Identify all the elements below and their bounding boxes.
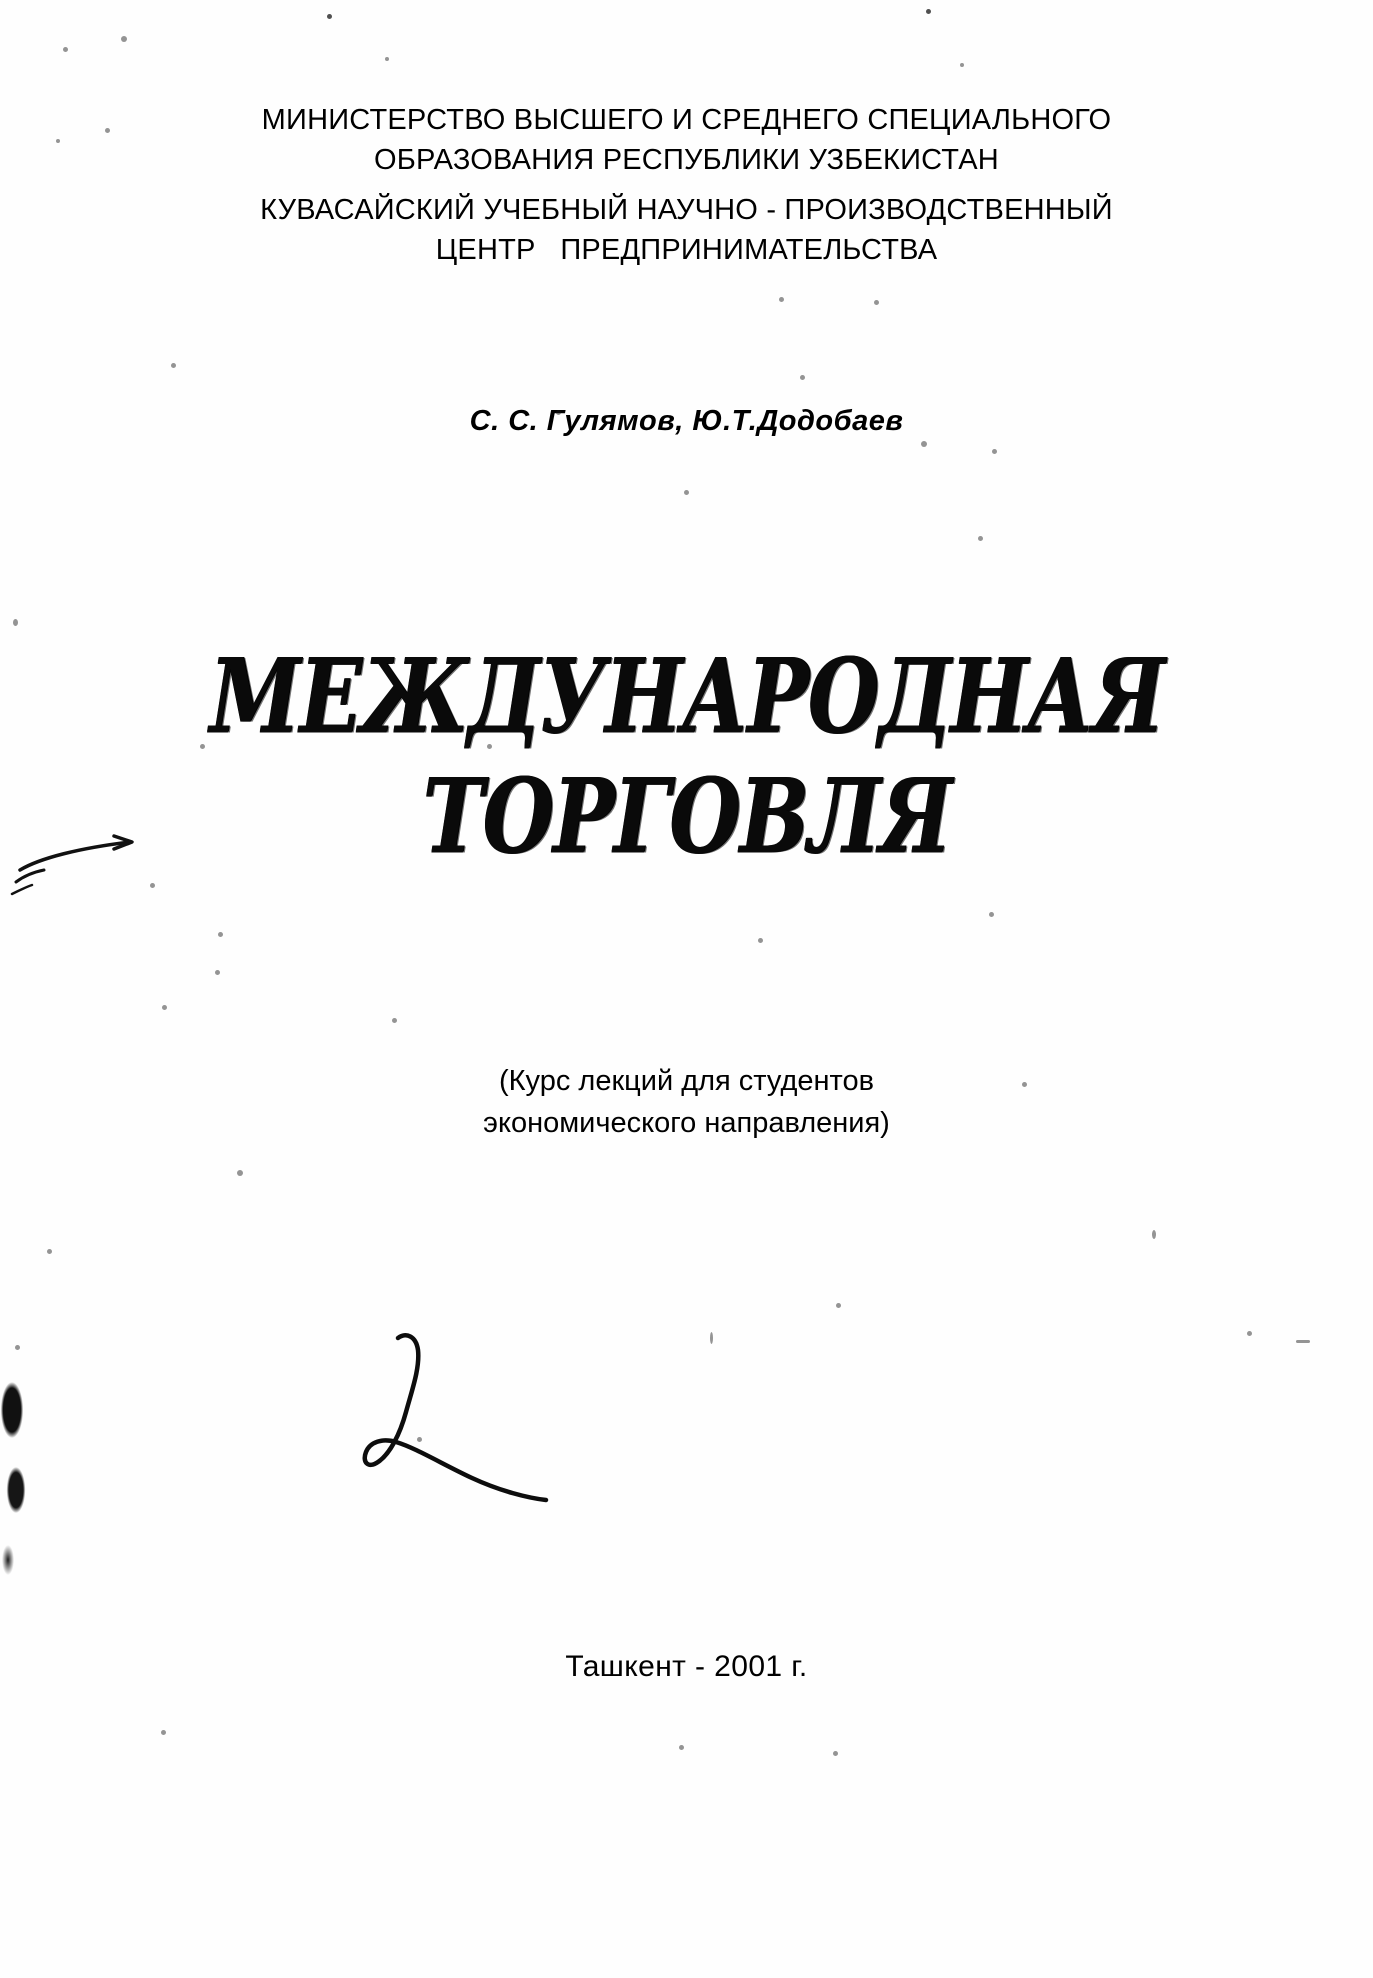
subtitle-line-2: экономического направления) bbox=[483, 1107, 890, 1139]
scan-speckle bbox=[150, 883, 155, 888]
scan-speckle bbox=[989, 912, 994, 917]
scan-speckle bbox=[392, 1018, 397, 1023]
subtitle bbox=[0, 1060, 1373, 1144]
scan-speckle bbox=[1152, 1230, 1156, 1239]
scan-speckle bbox=[327, 14, 332, 19]
scan-speckle bbox=[161, 1730, 166, 1735]
center-line-2: ЦЕНТР ПРЕДПРИНИМАТЕЛЬСТВА bbox=[435, 234, 938, 266]
scan-speckle bbox=[992, 449, 997, 454]
scan-speckle bbox=[15, 1345, 20, 1350]
scan-speckle bbox=[960, 63, 964, 67]
scan-speckle bbox=[926, 9, 931, 14]
scan-speckle bbox=[63, 47, 68, 52]
scan-speckle bbox=[1247, 1331, 1252, 1336]
scan-speckle bbox=[1296, 1340, 1310, 1343]
scan-speckle bbox=[171, 363, 176, 368]
scan-stray-mark bbox=[10, 830, 140, 900]
scan-speckle bbox=[800, 375, 805, 380]
scan-speckle bbox=[1022, 1082, 1027, 1087]
scan-speckle bbox=[417, 1437, 422, 1442]
scan-speckle bbox=[679, 1745, 684, 1750]
subtitle-line-1: (Курс лекций для студентов bbox=[498, 1065, 875, 1097]
title-line-1: МЕЖДУНАРОДНАЯ bbox=[209, 636, 1164, 757]
center-heading bbox=[0, 190, 1373, 270]
scan-speckle bbox=[200, 744, 205, 749]
scan-speckle bbox=[556, 410, 561, 415]
scan-speckle bbox=[684, 490, 689, 495]
scan-speckle bbox=[237, 1170, 243, 1176]
scan-speckle bbox=[921, 441, 927, 447]
scan-edge-smudge bbox=[0, 1370, 34, 1620]
authors: С. С. Гулямов, Ю.Т.Додобаев bbox=[469, 405, 904, 437]
scan-speckle bbox=[854, 658, 859, 663]
scan-speckle bbox=[215, 970, 220, 975]
scan-speckle bbox=[833, 1751, 838, 1756]
scan-speckle bbox=[162, 1005, 167, 1010]
scan-speckle bbox=[385, 57, 389, 61]
title-line-2: ТОРГОВЛЯ bbox=[422, 756, 951, 877]
scan-speckle bbox=[779, 297, 784, 302]
scan-speckle bbox=[13, 619, 18, 626]
scan-speckle bbox=[978, 536, 983, 541]
ministry-heading bbox=[0, 100, 1373, 180]
scan-speckle bbox=[121, 36, 127, 42]
scan-speckle bbox=[758, 938, 763, 943]
center-line-1: КУВАСАЙСКИЙ УЧЕБНЫЙ НАУЧНО - ПРОИЗВОДСТВЕННЫЙ bbox=[260, 194, 1113, 226]
scan-speckle bbox=[487, 744, 492, 749]
scan-speckle bbox=[836, 1303, 841, 1308]
scan-speckle bbox=[218, 932, 223, 937]
scan-speckle bbox=[56, 139, 60, 143]
ministry-line-2: ОБРАЗОВАНИЯ РЕСПУБЛИКИ УЗБЕКИСТАН bbox=[374, 144, 999, 176]
scan-speckle bbox=[105, 128, 110, 133]
scan-speckle bbox=[710, 1332, 713, 1344]
scan-speckle bbox=[874, 300, 879, 305]
handwritten-signature-mark bbox=[360, 1330, 620, 1520]
imprint: Ташкент - 2001 г. bbox=[565, 1650, 808, 1683]
scan-speckle bbox=[47, 1249, 52, 1254]
page-title bbox=[0, 636, 1373, 877]
ministry-line-1: МИНИСТЕРСТВО ВЫСШЕГО И СРЕДНЕГО СПЕЦИАЛЬНОГО bbox=[261, 104, 1112, 136]
